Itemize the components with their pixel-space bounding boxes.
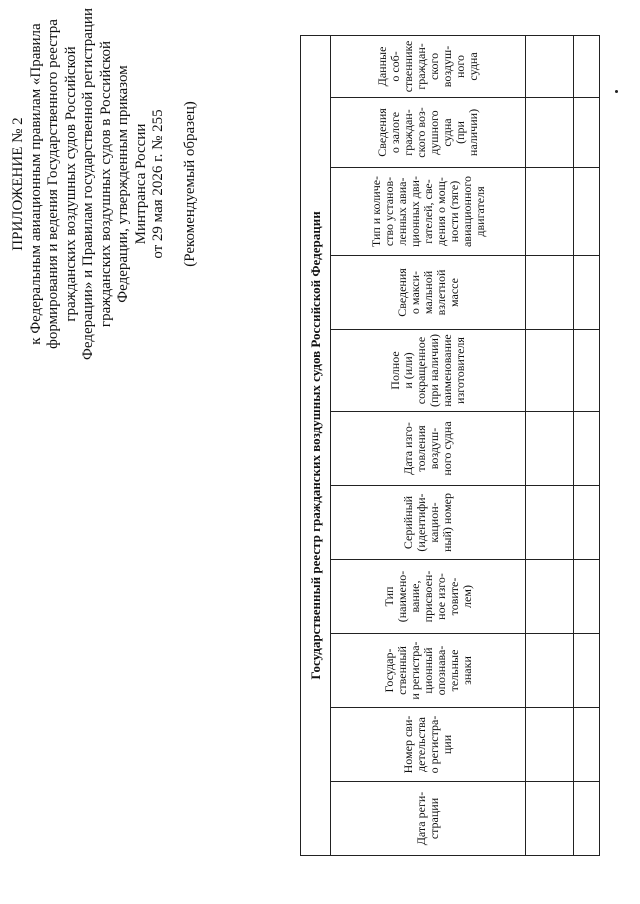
table-cell <box>574 486 600 560</box>
table-cell <box>525 634 573 708</box>
column-header-pledge-info: Сведения о залоге граждан- ского воз- душного судна (при наличии) <box>331 98 525 168</box>
table-cell <box>525 168 573 256</box>
header-line: гражданских воздушных судов Российской <box>62 46 79 322</box>
table-cell <box>525 330 573 412</box>
header-line: Федерации, утвержденным приказом <box>115 65 131 303</box>
table-cell <box>525 98 573 168</box>
table-cell <box>574 412 600 486</box>
appendix-header <box>10 0 199 379</box>
table-cell <box>525 486 573 560</box>
table-cell <box>525 256 573 330</box>
column-header-engines: Тип и количе- ство установ- ленных авиа- ционных дви- гателей, све- дения о мощ- ности (тяге) авиационного двигателя <box>331 168 525 256</box>
column-header-certificate-number: Номер сви- детельства о регистра- ции <box>331 708 525 782</box>
table-cell <box>574 256 600 330</box>
header-date-line: от 29 мая 2026 г. № 255 <box>150 109 166 259</box>
table-cell <box>525 708 573 782</box>
table-row <box>574 35 600 855</box>
column-header-registration-marks: Государ- ственный и регистра- ционный опознава- тельные знаки <box>331 634 525 708</box>
header-line: к Федеральным авиационным правилам «Правила <box>27 23 44 345</box>
column-header-owner-data: Данные о соб- ственнике граждан- ского воздуш- ного судна <box>331 35 525 97</box>
column-header-manufacturer-name: Полное и (или) сокращенное (при наличии) наименование изготовителя <box>331 330 525 412</box>
table-cell <box>525 35 573 97</box>
table-cell <box>574 35 600 97</box>
header-line: формирования и ведения Государственного реестра <box>45 19 61 349</box>
table-cell <box>574 708 600 782</box>
table-cell <box>525 412 573 486</box>
header-line: Минтранса России <box>132 123 149 245</box>
table-cell <box>574 330 600 412</box>
registry-table <box>300 35 600 856</box>
table-cell <box>525 782 573 856</box>
table-cell <box>574 782 600 856</box>
scan-dot <box>615 90 618 93</box>
table-header-row <box>331 35 525 855</box>
column-header-manufacture-date: Дата изго- товления воздуш- ного судна <box>331 412 525 486</box>
table-cell <box>574 168 600 256</box>
table-cell <box>525 560 573 634</box>
table-cell <box>574 634 600 708</box>
column-header-aircraft-type: Тип (наимено- вание, присвоен- ное изго- товите- лем) <box>331 560 525 634</box>
recommended-sample-note: (Рекомендуемый образец) <box>181 101 198 267</box>
registry-table-title: Государственный реестр гражданских воздушных судов Российской Федерации <box>301 35 331 855</box>
table-row <box>525 35 573 855</box>
table-cell <box>574 560 600 634</box>
header-line: гражданских воздушных судов в Российской <box>97 40 114 328</box>
header-line: Федерации» и Правилам государственной регистрации <box>80 8 96 360</box>
appendix-title: ПРИЛОЖЕНИЕ № 2 <box>10 117 26 251</box>
column-header-serial-number: Серийный (идентифи- кацион- ный) номер <box>331 486 525 560</box>
column-header-registration-date: Дата реги- страции <box>331 782 525 856</box>
table-cell <box>574 98 600 168</box>
column-header-max-takeoff-mass: Сведения о макси- мальной взлетной массе <box>331 256 525 330</box>
